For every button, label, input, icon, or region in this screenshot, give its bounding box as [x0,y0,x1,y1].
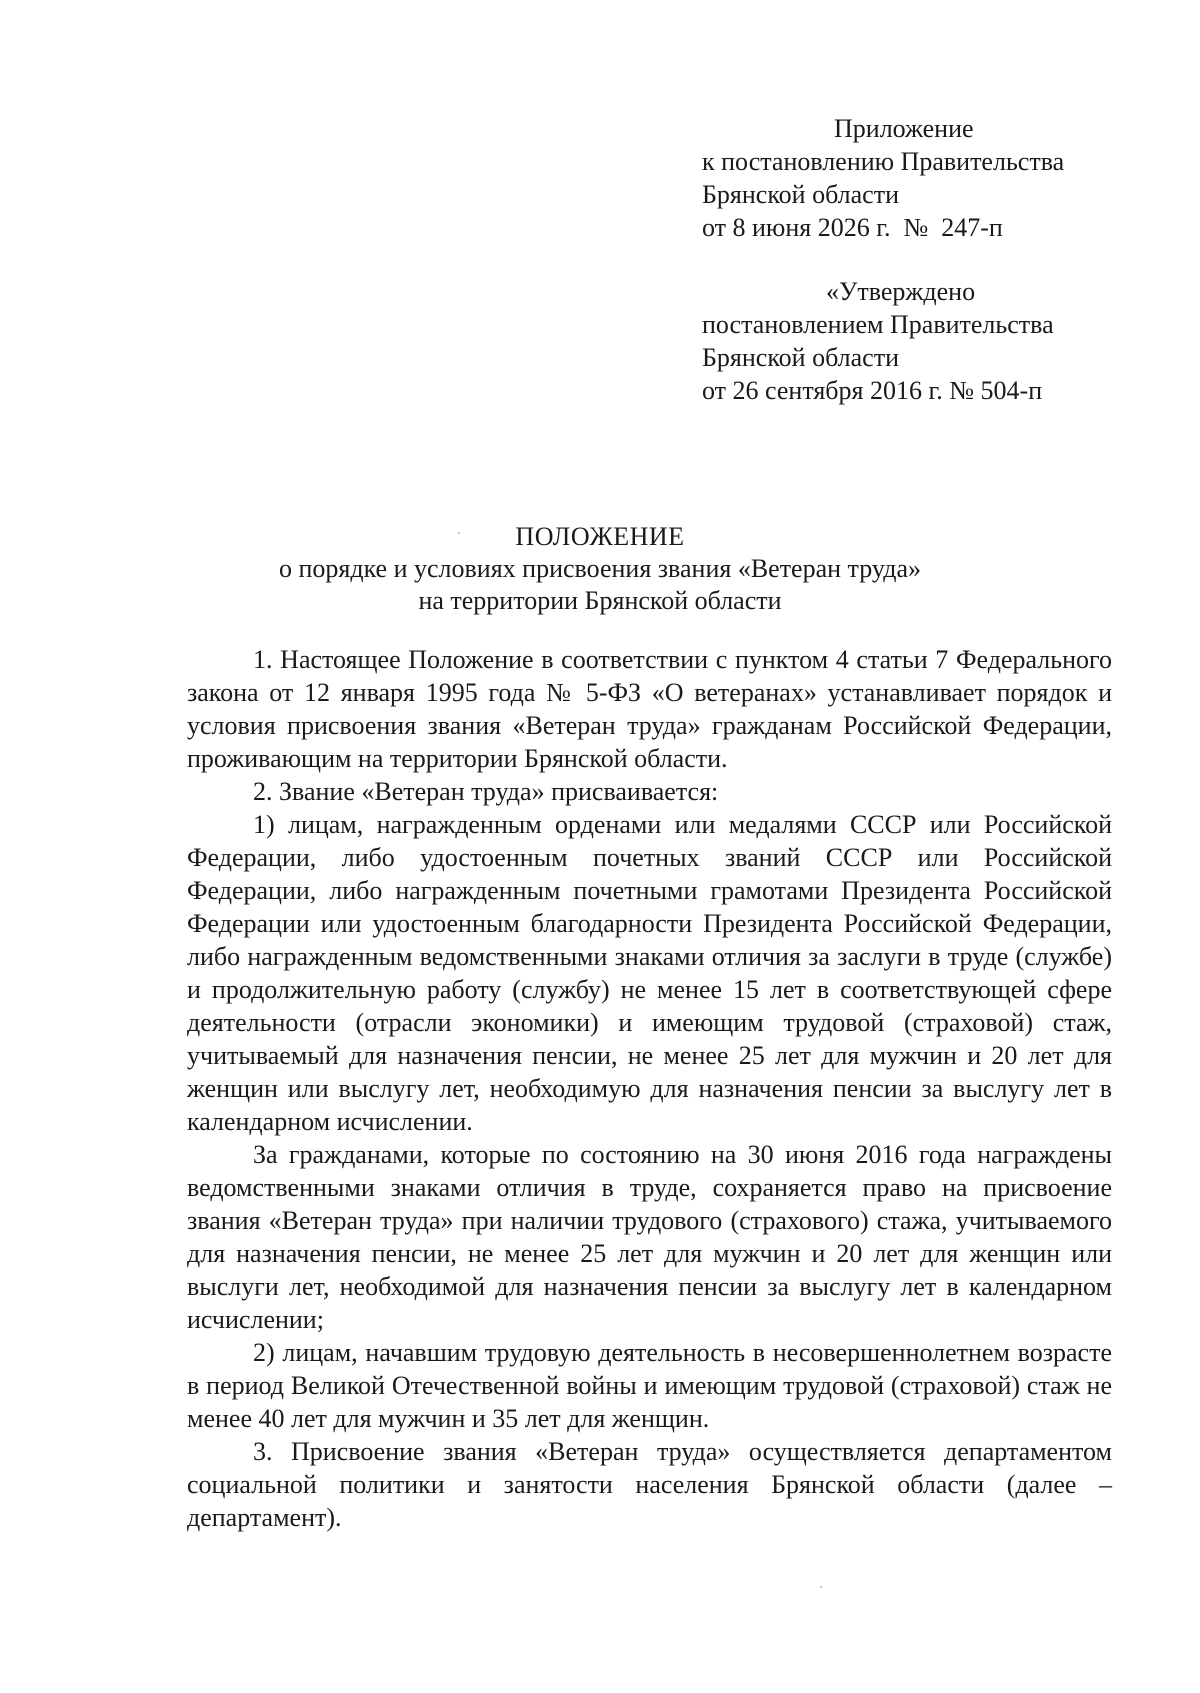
document-title: ПОЛОЖЕНИЕ [515,522,685,551]
appendix-line-2: к постановлению Правительства [702,147,1065,176]
document-body [187,643,1112,1534]
document-subtitle-2: на территории Брянской области [418,586,782,615]
approved-line-4: от 26 сентября 2016 г. № 504-п [702,376,1043,405]
appendix-title: Приложение [834,114,974,143]
approved-line-2: постановлением Правительства [702,310,1054,339]
scan-speck [820,1586,822,1588]
appendix-line-4: от 8 июня 2026 г. № 247-п [702,213,1003,242]
scan-speck [458,532,460,534]
appendix-line-3: Брянской области [702,180,899,209]
paragraph-1: 1. Настоящее Положение в соответствии с пунктом 4 статьи 7 Федерального закона от 12 января 1995 года № 5-ФЗ «О ветеранах» устанавливает порядок и условия присвоения звания «Ветеран труда» гражданам Российской Федерации, проживающим на территории Брянской области. [187,645,1112,773]
document-subtitle-1: о порядке и условиях присвоения звания «Ветеран труда» [278,554,922,583]
approved-title: «Утверждено [826,277,976,306]
appendix-header [702,112,1162,244]
paragraph-5: 2) лицам, начавшим трудовую деятельность в несовершеннолетнем возрасте в период Великой Отечественной войны и имеющим трудовой (страховой) стаж не менее 40 лет для мужчин и 35 лет для женщин. [187,1338,1112,1433]
paragraph-2: 2. Звание «Ветеран труда» присваивается: [253,777,719,806]
approved-line-3: Брянской области [702,343,899,372]
paragraph-4: За гражданами, которые по состоянию на 30 июня 2016 года награждены ведомственными знаками отличия в труде, сохраняется право на присвоение звания «Ветеран труда» при наличии трудового (страхового) стажа, учитываемого для назначения пенсии, не менее 25 лет для мужчин и 20 лет для женщин или выслуги лет, необходимой для назначения пенсии за выслугу лет в календарном исчислении; [187,1140,1112,1334]
paragraph-6: 3. Присвоение звания «Ветеран труда» осуществляется департаментом социальной политики и занятости населения Брянской области (далее – департамент). [187,1437,1112,1532]
paragraph-3: 1) лицам, награжденным орденами или медалями СССР или Российской Федерации, либо удостоенным почетных званий СССР или Российской Федерации, либо награжденным почетными грамотами Президента Российской Федерации или удостоенным благодарности Президента Российской Федерации, либо награжденным ведомственными знаками отличия за заслуги в труде (службе) и продолжительную работу (службу) не менее 15 лет в соответствующей сфере деятельности (отрасли экономики) и имеющим трудовой (страховой) стаж, учитываемый для назначения пенсии, не менее 25 лет для мужчин и 20 лет для женщин или выслугу лет, необходимую для назначения пенсии за выслугу лет в календарном исчислении. [187,810,1112,1136]
approved-header [702,275,1162,407]
